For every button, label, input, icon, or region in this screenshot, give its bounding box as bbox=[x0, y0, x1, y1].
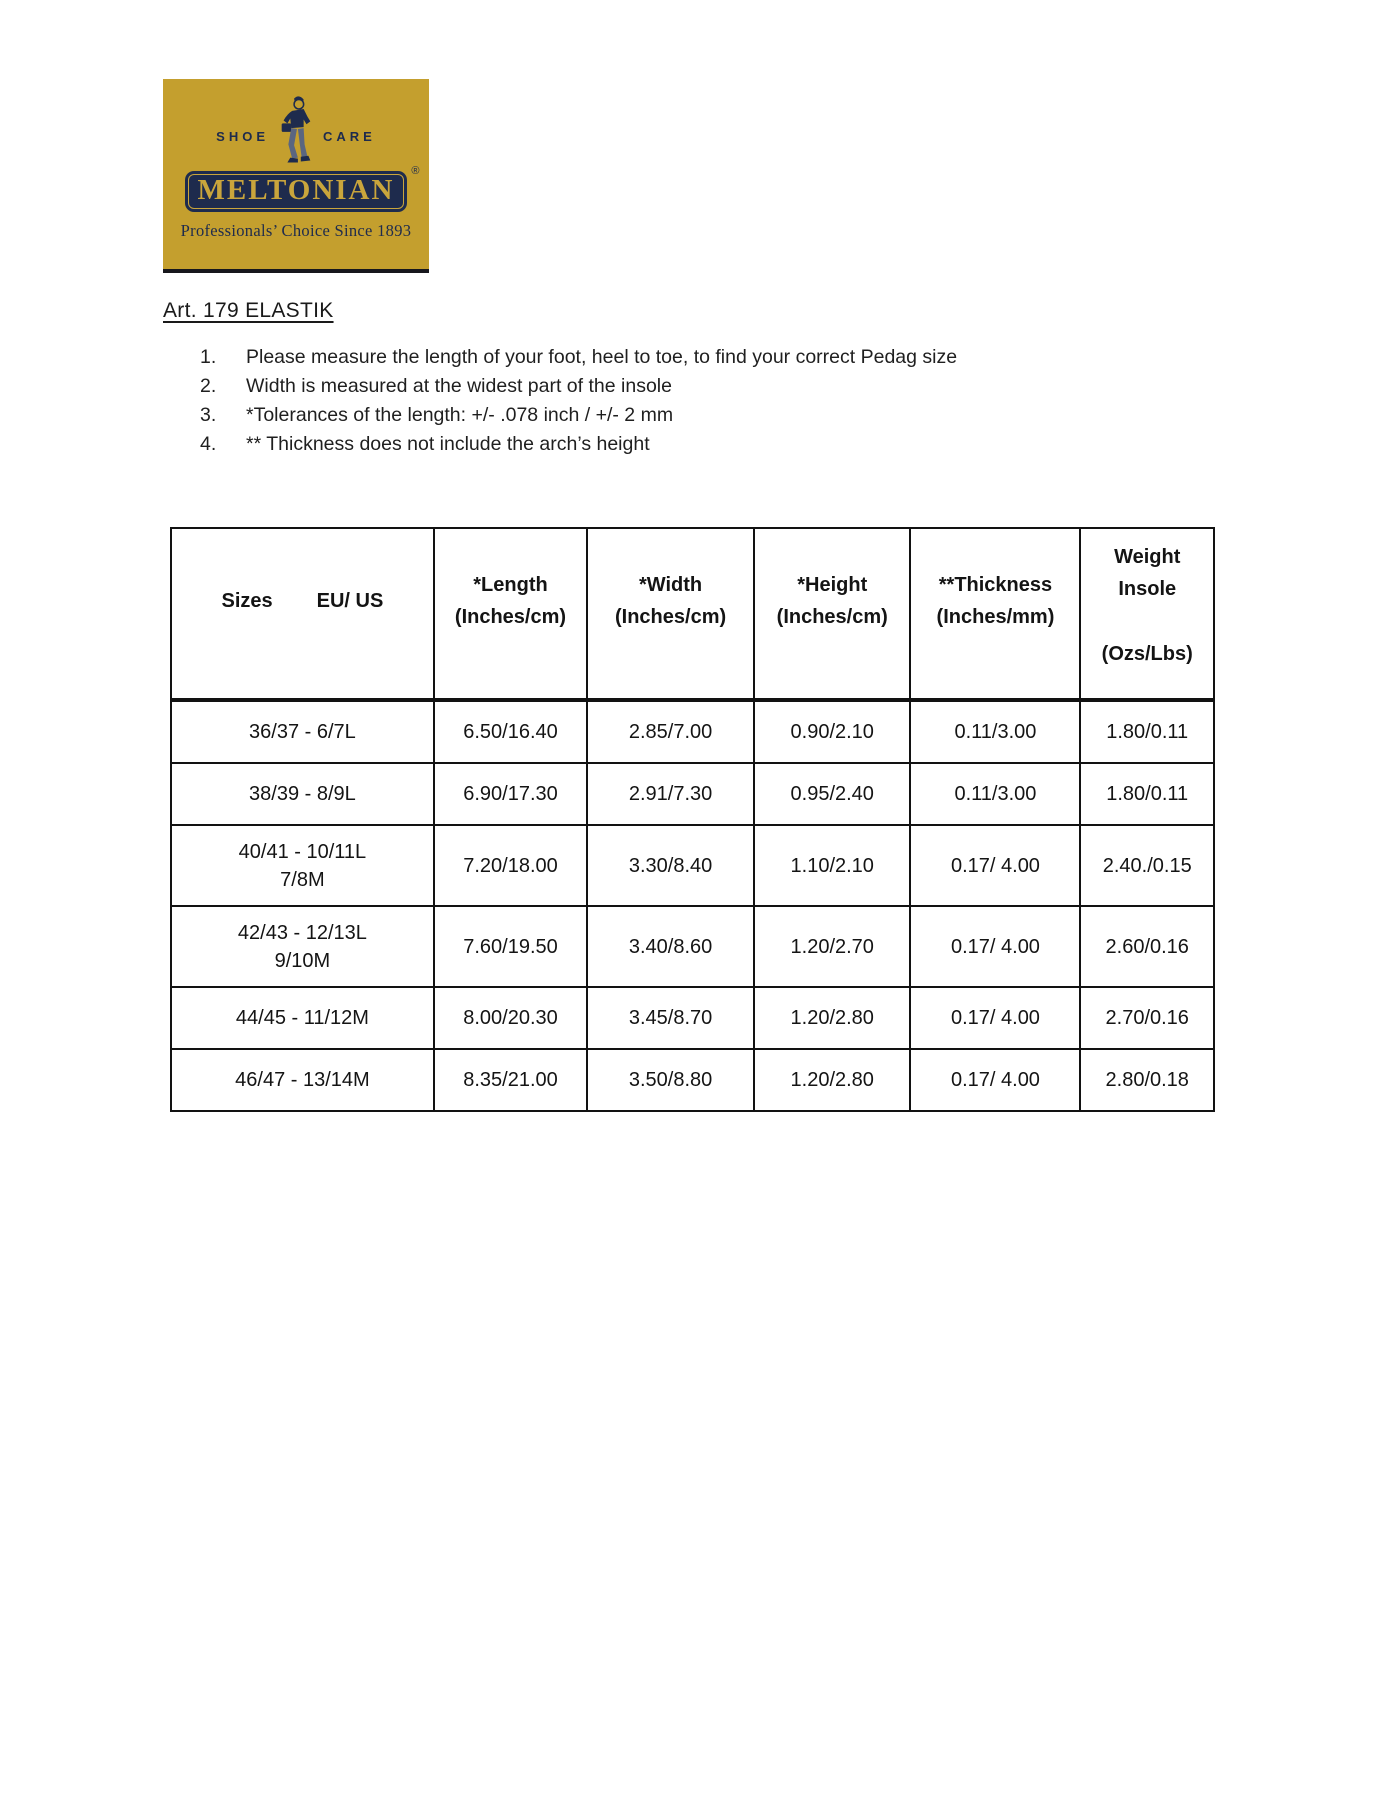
width-cell: 3.30/8.40 bbox=[587, 825, 754, 906]
note-item bbox=[200, 434, 957, 455]
size-cell: 40/41 - 10/11L 7/8M bbox=[171, 825, 434, 906]
table-row bbox=[171, 906, 1214, 987]
size-spec-table bbox=[170, 527, 1215, 1112]
thickness-cell: 0.17/ 4.00 bbox=[910, 987, 1080, 1049]
thickness-cell: 0.17/ 4.00 bbox=[910, 825, 1080, 906]
shoe-label: SHOE bbox=[216, 128, 269, 144]
length-cell: 7.60/19.50 bbox=[434, 906, 587, 987]
size-cell: 42/43 - 12/13L 9/10M bbox=[171, 906, 434, 987]
col-header-thickness: **Thickness (Inches/mm) bbox=[910, 528, 1080, 700]
note-number: 2. bbox=[200, 374, 217, 397]
col-header-length: *Length (Inches/cm) bbox=[434, 528, 587, 700]
weight-cell: 2.70/0.16 bbox=[1080, 987, 1214, 1049]
size-cell: 46/47 - 13/14M bbox=[171, 1049, 434, 1111]
col-header-width: *Width (Inches/cm) bbox=[587, 528, 754, 700]
walking-gentleman-icon bbox=[275, 94, 317, 166]
brand-row bbox=[185, 165, 420, 212]
thickness-cell: 0.11/3.00 bbox=[910, 700, 1080, 763]
height-cell: 0.95/2.40 bbox=[754, 763, 910, 825]
note-text: ** Thickness does not include the arch’s height bbox=[246, 432, 650, 455]
care-label: CARE bbox=[323, 128, 376, 144]
table-row bbox=[171, 763, 1214, 825]
meltonian-logo bbox=[163, 79, 429, 273]
note-item bbox=[200, 405, 957, 426]
note-item bbox=[200, 376, 957, 397]
article-heading: Art. 179 ELASTIK bbox=[163, 299, 334, 322]
note-number: 1. bbox=[200, 346, 217, 368]
width-cell: 3.50/8.80 bbox=[587, 1049, 754, 1111]
width-cell: 2.85/7.00 bbox=[587, 700, 754, 763]
length-cell: 6.50/16.40 bbox=[434, 700, 587, 763]
note-text: *Tolerances of the length: +/- .078 inch / +/- 2 mm bbox=[246, 403, 674, 426]
width-cell: 2.91/7.30 bbox=[587, 763, 754, 825]
col-header-sizes bbox=[171, 528, 434, 700]
length-cell: 7.20/18.00 bbox=[434, 825, 587, 906]
logo-top-row bbox=[216, 89, 376, 171]
note-text: Width is measured at the widest part of the insole bbox=[246, 374, 672, 397]
thickness-cell: 0.17/ 4.00 bbox=[910, 906, 1080, 987]
length-cell: 6.90/17.30 bbox=[434, 763, 587, 825]
note-number: 3. bbox=[200, 403, 217, 426]
weight-cell: 1.80/0.11 bbox=[1080, 763, 1214, 825]
table-row bbox=[171, 1049, 1214, 1111]
brand-name: MELTONIAN bbox=[197, 174, 395, 206]
weight-cell: 2.80/0.18 bbox=[1080, 1049, 1214, 1111]
height-cell: 1.20/2.70 bbox=[754, 906, 910, 987]
col-header-height: *Height (Inches/cm) bbox=[754, 528, 910, 700]
height-cell: 1.20/2.80 bbox=[754, 1049, 910, 1111]
size-cell: 44/45 - 11/12M bbox=[171, 987, 434, 1049]
width-cell: 3.45/8.70 bbox=[587, 987, 754, 1049]
size-cell: 38/39 - 8/9L bbox=[171, 763, 434, 825]
table-row bbox=[171, 825, 1214, 906]
brand-tagline: Professionals’ Choice Since 1893 bbox=[180, 221, 412, 240]
size-cell: 36/37 - 6/7L bbox=[171, 700, 434, 763]
length-cell: 8.00/20.30 bbox=[434, 987, 587, 1049]
height-cell: 1.20/2.80 bbox=[754, 987, 910, 1049]
weight-cell: 1.80/0.11 bbox=[1080, 700, 1214, 763]
registered-trademark-icon: ® bbox=[411, 165, 420, 177]
height-cell: 0.90/2.10 bbox=[754, 700, 910, 763]
note-item bbox=[200, 347, 957, 368]
table-row bbox=[171, 987, 1214, 1049]
weight-cell: 2.40./0.15 bbox=[1080, 825, 1214, 906]
note-number: 4. bbox=[200, 432, 217, 455]
notes-list bbox=[200, 347, 957, 463]
eu-us-label: EU/ US bbox=[316, 589, 384, 612]
brand-box bbox=[185, 171, 408, 212]
thickness-cell: 0.11/3.00 bbox=[910, 763, 1080, 825]
weight-cell: 2.60/0.16 bbox=[1080, 906, 1214, 987]
table-row bbox=[171, 700, 1214, 763]
note-text: Please measure the length of your foot, heel to toe, to find your correct Pedag size bbox=[246, 346, 958, 368]
sizes-label: Sizes bbox=[221, 589, 273, 612]
thickness-cell: 0.17/ 4.00 bbox=[910, 1049, 1080, 1111]
col-header-weight: Weight Insole (Ozs/Lbs) bbox=[1080, 528, 1214, 700]
height-cell: 1.10/2.10 bbox=[754, 825, 910, 906]
header-row bbox=[171, 528, 1214, 700]
width-cell: 3.40/8.60 bbox=[587, 906, 754, 987]
length-cell: 8.35/21.00 bbox=[434, 1049, 587, 1111]
